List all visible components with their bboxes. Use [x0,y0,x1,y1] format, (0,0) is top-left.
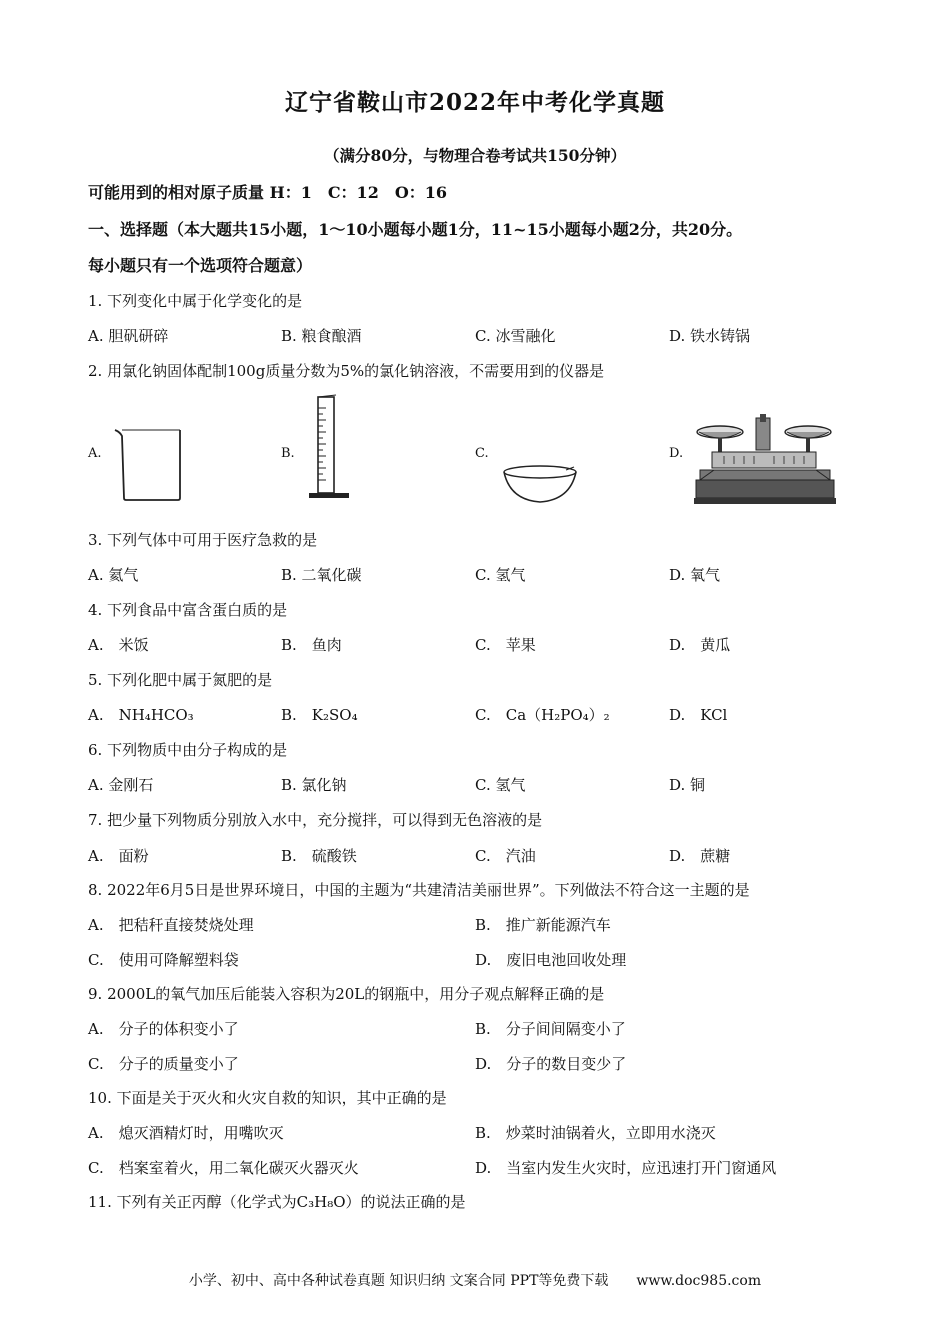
option-b: B. 鱼肉 [281,636,342,654]
option-d: D. 当室内发生火灾时，应迅速打开门窗通风 [475,1159,777,1177]
option-d: D. 铁水铸锅 [669,327,751,345]
option-a: A. 米饭 [88,636,149,654]
question-stem: 8. 2022年6月5日是世界环境日，中国的主题为“共建清洁美丽世界”。下列做法不符合这一主题的是 [88,881,750,899]
option-b: B. 炒菜时油锅着火，立即用水浇灭 [475,1124,716,1142]
option-c: C. [475,446,489,461]
balance-scale-icon [694,414,836,508]
question-stem: 4. 下列食品中富含蛋白质的是 [88,601,288,619]
option-d: D. KCl [669,706,728,724]
option-c: C. 分子的质量变小了 [88,1055,239,1073]
option-b: B. 氯化钠 [281,776,347,794]
option-b: B. 推广新能源汽车 [475,916,611,934]
option-b: B. 二氧化碳 [281,566,362,584]
option-c: C. 氢气 [475,566,526,584]
option-c: C. Ca（H₂PO₄）₂ [475,706,610,724]
option-d: D. [669,446,684,461]
question-stem: 3. 下列气体中可用于医疗急救的是 [88,531,318,549]
option-c: C. 氢气 [475,776,526,794]
section-heading: 一、选择题（本大题共15小题，1～10小题每小题1分，11~15小题每小题2分，共20分。 [88,220,743,239]
option-c: C. 档案室着火，用二氧化碳灭火器灭火 [88,1159,359,1177]
option-d: D. 分子的数目变少了 [475,1055,627,1073]
option-a: A. 熄灭酒精灯时，用嘴吹灭 [88,1124,284,1142]
page-footer: 小学、初中、高中各种试卷真题 知识归纳 文案合同 PPT等免费下载 www.doc985.com [188,1273,762,1289]
option-b: B. [281,446,295,461]
option-c: C. 使用可降解塑料袋 [88,951,239,969]
option-d: D. 铜 [669,776,706,794]
question-stem: 2. 用氯化钠固体配制100g质量分数为5%的氯化钠溶液，不需要用到的仪器是 [88,362,605,380]
option-b: B. K₂SO₄ [281,706,358,724]
graduated-cylinder-icon [306,394,354,500]
option-a: A. 胆矾研碎 [88,327,169,345]
option-d: D. 废旧电池回收处理 [475,951,627,969]
option-d: D. 黄瓜 [669,636,731,654]
beaker-icon [112,424,186,504]
option-b: B. 粮食酿酒 [281,327,362,345]
question-stem: 6. 下列物质中由分子构成的是 [88,741,288,759]
atomic-masses: 可能用到的相对原子质量 H：1 C：12 O：16 [88,183,448,202]
page-subtitle: （满分80分，与物理合卷考试共150分钟） [324,146,626,165]
option-a: A. 金刚石 [88,776,154,794]
option-c: C. 冰雪融化 [475,327,556,345]
option-d: D. 蔗糖 [669,847,731,865]
question-stem: 7. 把少量下列物质分别放入水中，充分搅拌，可以得到无色溶液的是 [88,811,543,829]
question-stem: 11. 下列有关正丙醇（化学式为C₃H₈O）的说法正确的是 [88,1193,466,1211]
page-title: 辽宁省鞍山市2022年中考化学真题 [284,89,665,116]
option-a: A. 分子的体积变小了 [88,1020,239,1038]
option-a: A. [88,446,102,461]
question-stem: 10. 下面是关于灭火和火灾自救的知识，其中正确的是 [88,1089,447,1107]
option-a: A. NH₄HCO₃ [88,706,194,724]
option-b: B. 硫酸铁 [281,847,357,865]
question-stem: 5. 下列化肥中属于氮肥的是 [88,671,273,689]
option-a: A. 把秸秆直接焚烧处理 [88,916,254,934]
option-a: A. 面粉 [88,847,149,865]
option-b: B. 分子间间隔变小了 [475,1020,626,1038]
evaporating-dish-icon [500,462,580,506]
question-stem: 9. 2000L的氧气加压后能装入容积为20L的钢瓶中，用分子观点解释正确的是 [88,985,605,1003]
section-heading-cont: 每小题只有一个选项符合题意） [88,256,313,275]
option-c: C. 汽油 [475,847,536,865]
option-c: C. 苹果 [475,636,536,654]
option-a: A. 氦气 [88,566,139,584]
option-d: D. 氧气 [669,566,721,584]
question-stem: 1. 下列变化中属于化学变化的是 [88,292,303,310]
